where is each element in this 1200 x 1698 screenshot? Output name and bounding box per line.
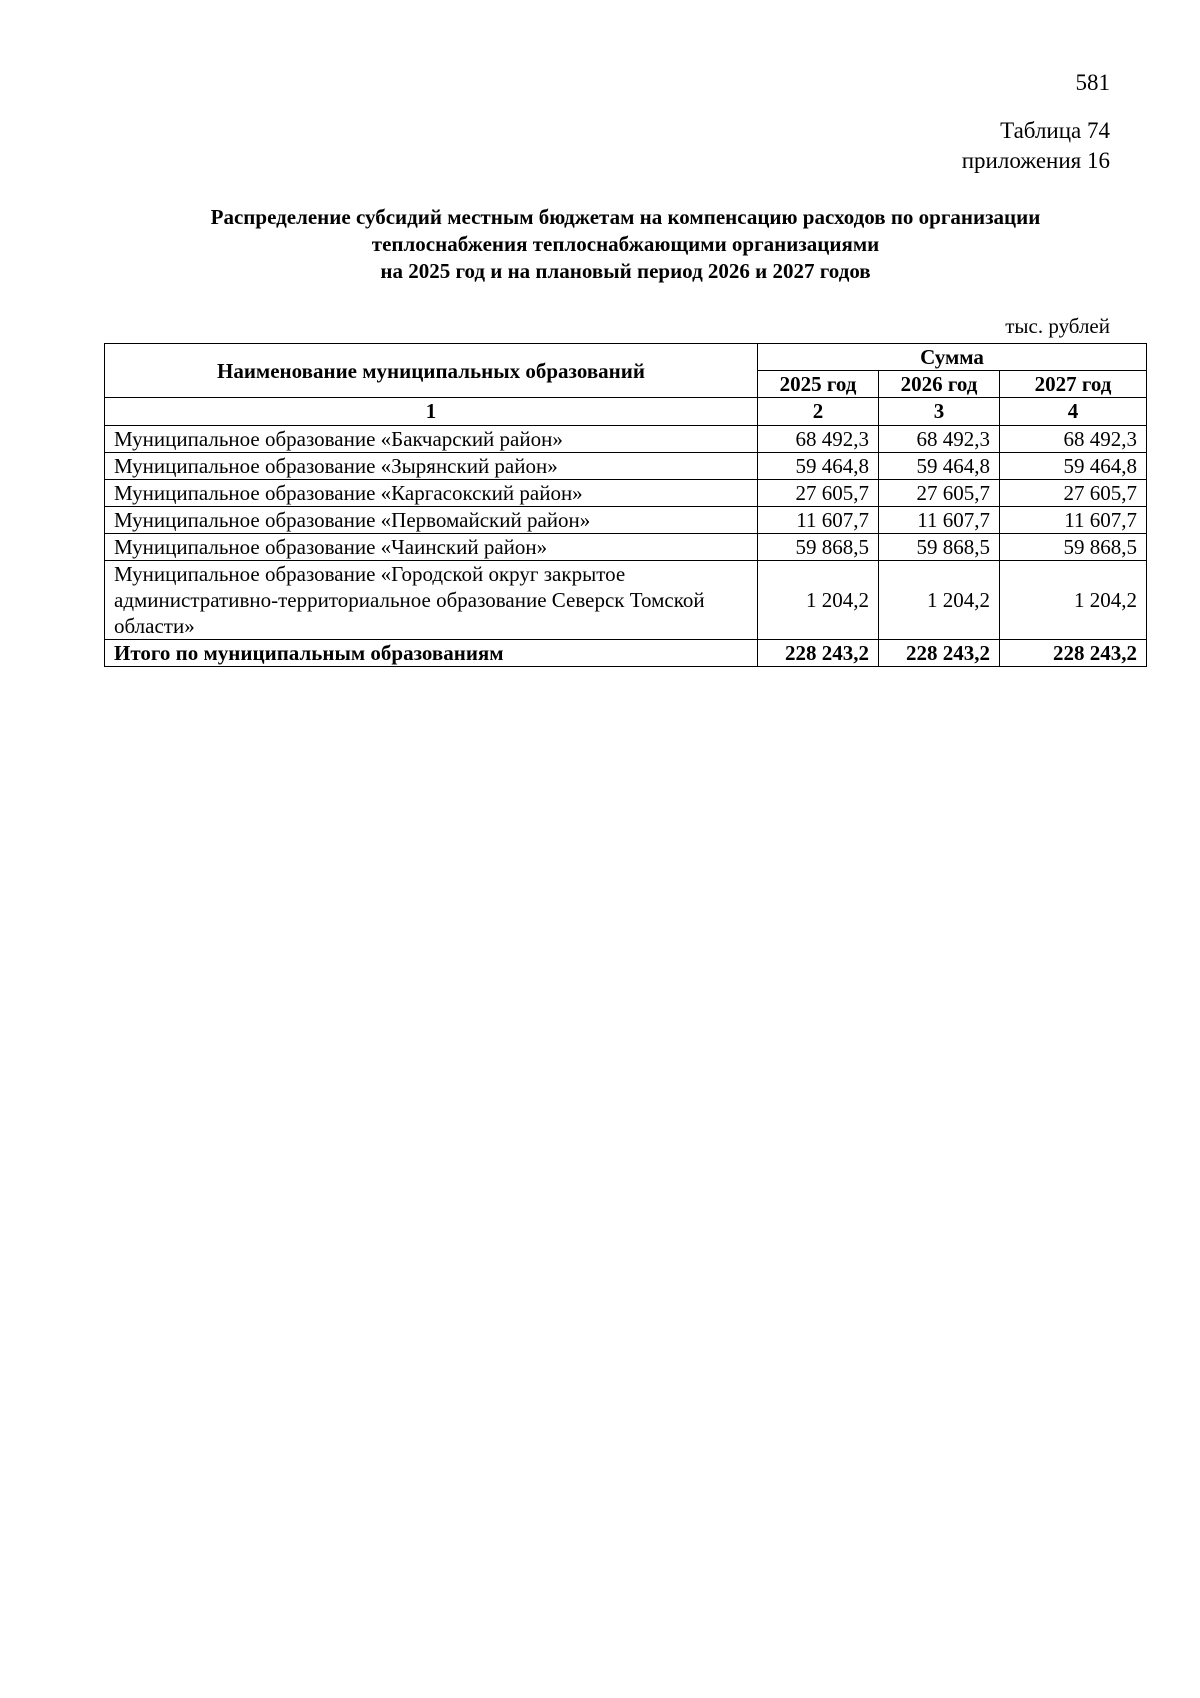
header-sum-group: Сумма — [758, 344, 1147, 371]
table-row — [105, 453, 1147, 480]
column-number: 3 — [879, 398, 1000, 426]
table-reference — [962, 116, 1110, 176]
value-2027: 59 464,8 — [1000, 453, 1147, 480]
municipality-name: Муниципальное образование «Каргасокский район» — [105, 480, 758, 507]
value-2026: 59 868,5 — [879, 534, 1000, 561]
value-2026: 1 204,2 — [879, 561, 1000, 640]
value-2025: 1 204,2 — [758, 561, 879, 640]
municipality-name: Муниципальное образование «Бакчарский район» — [105, 426, 758, 453]
title-line-1: Распределение субсидий местным бюджетам на компенсацию расходов по организации — [210, 205, 1041, 229]
value-2026: 27 605,7 — [879, 480, 1000, 507]
column-number: 2 — [758, 398, 879, 426]
page-number: 581 — [1075, 70, 1110, 95]
column-number: 1 — [105, 398, 758, 426]
value-2027: 27 605,7 — [1000, 480, 1147, 507]
appendix-number: приложения 16 — [961, 148, 1110, 173]
value-2025: 68 492,3 — [758, 426, 879, 453]
value-2027: 59 868,5 — [1000, 534, 1147, 561]
header-year-2026: 2026 год — [879, 371, 1000, 398]
table-row — [105, 507, 1147, 534]
municipality-name: Муниципальное образование «Городской округ закрытое административно-территориальное образование Северск Томской области» — [105, 561, 758, 640]
header-row-column-numbers — [105, 398, 1147, 426]
value-2026: 11 607,7 — [879, 507, 1000, 534]
header-year-2025: 2025 год — [758, 371, 879, 398]
municipality-name: Муниципальное образование «Чаинский район» — [105, 534, 758, 561]
table-row — [105, 561, 1147, 640]
header-row-group — [105, 344, 1147, 371]
header-year-2027: 2027 год — [1000, 371, 1147, 398]
total-row — [105, 640, 1147, 667]
value-2026: 68 492,3 — [879, 426, 1000, 453]
total-label: Итого по муниципальным образованиям — [105, 640, 758, 667]
value-2027: 68 492,3 — [1000, 426, 1147, 453]
total-value-2027: 228 243,2 — [1000, 640, 1147, 667]
header-name-column: Наименование муниципальных образований — [105, 344, 758, 398]
municipality-name: Муниципальное образование «Первомайский район» — [105, 507, 758, 534]
title-line-3: на 2025 год и на плановый период 2026 и 2027 годов — [380, 259, 871, 283]
value-2027: 1 204,2 — [1000, 561, 1147, 640]
table-row — [105, 426, 1147, 453]
title-line-2: теплоснабжения теплоснабжающими организациями — [371, 232, 880, 256]
value-2027: 11 607,7 — [1000, 507, 1147, 534]
table-number: Таблица 74 — [1000, 118, 1110, 143]
value-2025: 11 607,7 — [758, 507, 879, 534]
value-2025: 27 605,7 — [758, 480, 879, 507]
subsidy-table — [104, 343, 1147, 667]
units-label: тыс. рублей — [1005, 314, 1110, 338]
total-value-2025: 228 243,2 — [758, 640, 879, 667]
value-2025: 59 464,8 — [758, 453, 879, 480]
document-title — [104, 204, 1147, 285]
value-2026: 59 464,8 — [879, 453, 1000, 480]
total-value-2026: 228 243,2 — [879, 640, 1000, 667]
value-2025: 59 868,5 — [758, 534, 879, 561]
table-row — [105, 480, 1147, 507]
table-row — [105, 534, 1147, 561]
municipality-name: Муниципальное образование «Зырянский район» — [105, 453, 758, 480]
column-number: 4 — [1000, 398, 1147, 426]
